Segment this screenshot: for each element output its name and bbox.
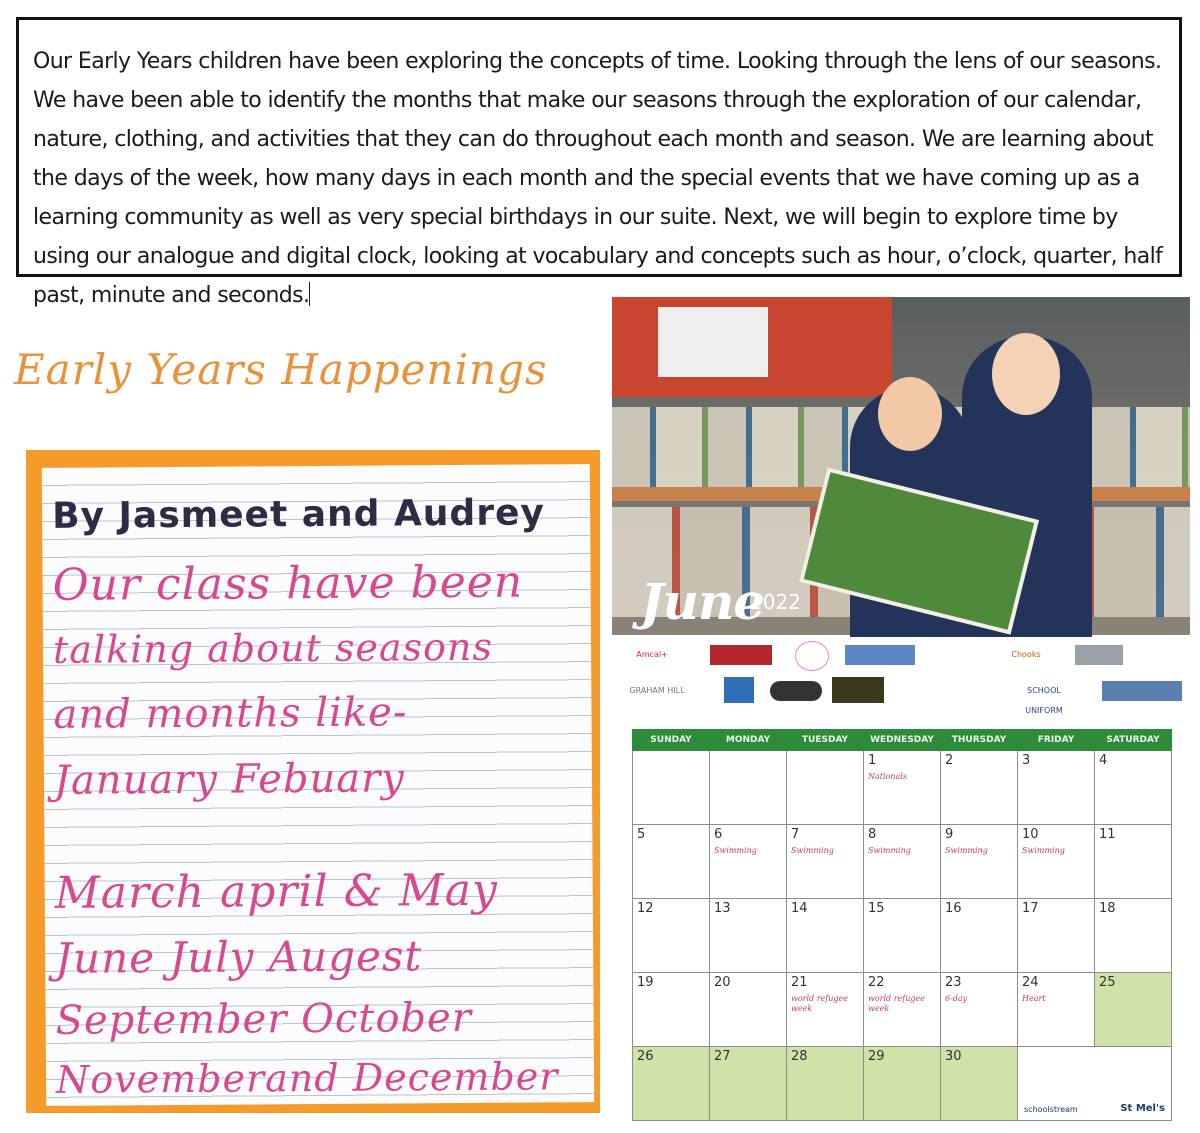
sponsor-logo: Amcal+ — [620, 645, 684, 665]
day-cell — [633, 899, 710, 973]
day-cell — [864, 1047, 941, 1121]
note-line: Novemberand December — [55, 1054, 559, 1102]
weekday-label: MONDAY — [710, 730, 787, 751]
sponsor-logo — [1075, 645, 1123, 665]
day-number: 19 — [637, 975, 654, 990]
day-note: Swimming — [1022, 846, 1065, 855]
day-number: 26 — [637, 1049, 654, 1064]
day-number: 24 — [1022, 975, 1039, 990]
day-number: 20 — [714, 975, 731, 990]
weekday-label: WEDNESDAY — [864, 730, 941, 751]
day-number: 6 — [714, 827, 723, 842]
day-number: 11 — [1099, 827, 1116, 842]
day-number: 13 — [714, 901, 731, 916]
note-line: talking about seasons — [52, 624, 494, 672]
day-cell — [710, 899, 787, 973]
day-cell — [710, 973, 787, 1047]
note-byline: By Jasmeet and Audrey — [51, 492, 546, 537]
day-cell — [1018, 825, 1095, 899]
day-cell — [1018, 751, 1095, 825]
day-note: Swimming — [868, 846, 911, 855]
week-row — [633, 1047, 1172, 1121]
weekday-label: FRIDAY — [1018, 730, 1095, 751]
day-cell — [1095, 825, 1172, 899]
calendar-month: June — [640, 572, 765, 631]
sponsor-logo — [710, 645, 772, 665]
weekday-header — [633, 730, 1172, 751]
day-cell — [941, 899, 1018, 973]
school-logo-cell — [1018, 1047, 1172, 1121]
day-cell — [633, 825, 710, 899]
day-cell — [864, 751, 941, 825]
calendar-year: 2022 — [750, 590, 801, 614]
weekday-label: SATURDAY — [1095, 730, 1172, 751]
day-cell — [941, 1047, 1018, 1121]
text-cursor — [309, 282, 310, 306]
day-cell — [864, 973, 941, 1047]
day-cell — [941, 973, 1018, 1047]
day-cell — [710, 751, 787, 825]
day-cell — [710, 1047, 787, 1121]
day-number: 14 — [791, 901, 808, 916]
school-logo: St Mel's — [1120, 1103, 1165, 1114]
day-cell — [787, 751, 864, 825]
day-cell — [787, 1047, 864, 1121]
day-cell — [1018, 973, 1095, 1047]
day-number: 17 — [1022, 901, 1039, 916]
sponsor-logo — [770, 681, 822, 701]
weekday-label: TUESDAY — [787, 730, 864, 751]
day-note: world refugee week — [868, 994, 925, 1013]
day-number: 1 — [868, 753, 877, 768]
day-number: 2 — [945, 753, 954, 768]
calendar-photo — [612, 297, 1190, 1114]
weekday-label: SUNDAY — [633, 730, 710, 751]
day-number: 10 — [1022, 827, 1039, 842]
lined-paper — [42, 464, 594, 1106]
intro-box — [16, 17, 1182, 308]
day-number: 8 — [868, 827, 877, 842]
sponsor-logo — [724, 677, 754, 703]
schoolstream-logo: schoolstream — [1024, 1105, 1078, 1114]
day-cell — [941, 751, 1018, 825]
day-number: 29 — [868, 1049, 885, 1064]
note-line: Our class have been — [52, 556, 524, 611]
day-cell — [864, 899, 941, 973]
day-cell — [941, 825, 1018, 899]
weekday-label: THURSDAY — [941, 730, 1018, 751]
note-card — [26, 450, 600, 1113]
sponsor-logo — [795, 641, 829, 671]
calendar-grid — [632, 729, 1172, 1121]
day-number: 9 — [945, 827, 954, 842]
day-note: Swimming — [945, 846, 988, 855]
day-cell — [710, 825, 787, 899]
day-cell — [864, 825, 941, 899]
day-number: 18 — [1099, 901, 1116, 916]
day-cell — [1095, 751, 1172, 825]
day-number: 27 — [714, 1049, 731, 1064]
day-number: 3 — [1022, 753, 1031, 768]
day-cell — [787, 899, 864, 973]
day-note: Heart — [1022, 994, 1046, 1003]
week-row — [633, 825, 1172, 899]
week-row — [633, 899, 1172, 973]
note-line: June July Augest — [55, 931, 423, 983]
day-note: Nationals — [868, 772, 907, 781]
day-number: 23 — [945, 975, 962, 990]
sponsor-logo — [832, 677, 884, 703]
day-number: 16 — [945, 901, 962, 916]
intro-text: Our Early Years children have been exploring the concepts of time. Looking through the lens of our seasons. We have been able to identify the months that make our seasons through the exploration of our calendar, nature, clothing, and activities that they can do throughout each month and season. We are learning about the days of the week, how many days in each month and the special events that we have coming up as a learning community as well as very special birthdays in our suite. Next, we will begin to explore time by using our analogue and digital clock, looking at vocabulary and concepts such as hour, o’clock, quarter, half past, minute and seconds. — [33, 49, 1163, 308]
day-note: Swimming — [791, 846, 834, 855]
day-cell — [1095, 973, 1172, 1047]
day-note: world refugee week — [791, 994, 848, 1013]
day-cell — [787, 973, 864, 1047]
note-line: March april & May — [54, 864, 499, 919]
day-note: Swimming — [714, 846, 757, 855]
section-heading: Early Years Happenings — [14, 345, 548, 394]
day-cell — [633, 751, 710, 825]
note-line: and months like- — [53, 689, 408, 738]
day-number: 21 — [791, 975, 808, 990]
sponsor-logo: SCHOOL UNIFORM — [1012, 681, 1076, 701]
day-number: 30 — [945, 1049, 962, 1064]
note-line: January Febuary — [53, 755, 405, 804]
day-number: 28 — [791, 1049, 808, 1064]
day-number: 22 — [868, 975, 885, 990]
day-cell — [787, 825, 864, 899]
day-cell — [633, 973, 710, 1047]
note-line: September October — [55, 994, 473, 1044]
sponsor-logo — [1102, 681, 1182, 701]
day-cell — [633, 1047, 710, 1121]
sponsor-logo: Chooks — [998, 645, 1054, 665]
week-row — [633, 973, 1172, 1047]
day-cell — [1018, 899, 1095, 973]
week-row — [633, 751, 1172, 825]
day-cell — [1095, 899, 1172, 973]
sponsor-logo — [965, 681, 1005, 701]
day-note: 6-day — [945, 994, 968, 1003]
sponsor-logo — [845, 645, 915, 665]
sponsor-logo — [1135, 645, 1177, 665]
sponsor-logo: GRAHAM HILL — [620, 681, 694, 701]
day-number: 7 — [791, 827, 800, 842]
calendar-picture — [612, 297, 1190, 635]
day-number: 12 — [637, 901, 654, 916]
day-number: 5 — [637, 827, 646, 842]
day-number: 25 — [1099, 975, 1116, 990]
sponsor-logo — [932, 645, 972, 665]
sponsor-strip — [620, 639, 1185, 719]
day-number: 15 — [868, 901, 885, 916]
day-number: 4 — [1099, 753, 1108, 768]
